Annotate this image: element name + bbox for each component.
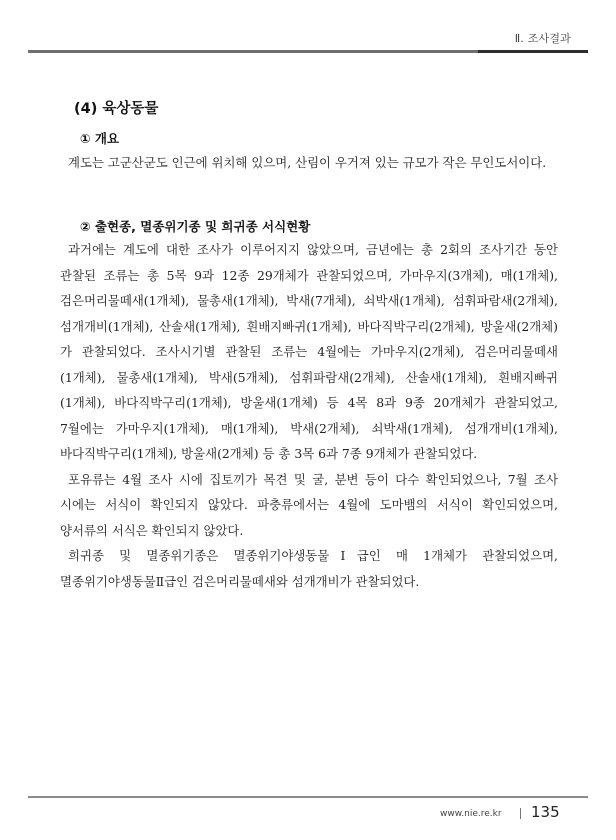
header-rule bbox=[28, 50, 588, 53]
paragraph: 희귀종 및 멸종위기종은 멸종위기야생동물Ⅰ급인 매 1개체가 관찰되었으며, 멸종위기야생동물Ⅱ급인 검은머리물떼새와 섬개개비가 관찰되었다. bbox=[60, 548, 558, 589]
paragraph: 계도는 고군산군도 인근에 위치해 있으며, 산림이 우거져 있는 규모가 작은 무인도서이다. bbox=[68, 155, 547, 170]
species-body bbox=[60, 237, 558, 594]
footer-separator bbox=[520, 808, 521, 819]
overview-body bbox=[60, 150, 558, 176]
subsection-title-species: ② 출현종, 멸종위기종 및 희귀종 서식현황 bbox=[80, 219, 311, 234]
subsection-title-overview: ① 개요 bbox=[80, 131, 120, 146]
footer-url: www.nie.re.kr bbox=[440, 809, 502, 819]
footer-rule bbox=[28, 796, 588, 798]
paragraph: 과거에는 계도에 대한 조사가 이루어지지 않았으며, 금년에는 총 2회의 조사기간 동안 관찰된 조류는 총 5목 9과 12종 29개체가 관찰되었으며, 가마우지(3개체), 매(1개체), 검은머리물떼새(1개체), 물총새(1개체), 박새(7개체), 쇠박새(1개체), 섬휘파람새(2개체), 섬개개비(1개체), 산솔새(1개체), 흰배지빠귀(1개체), 바다직박구리(2개체), 방울새(2개체) 가 관찰되었다. 조사시기별 관찰된 조류는 4월에는 가마우지(2개체), 검은머리물떼새(1개체), 물총새(1개체), 박새(5개체), 섬휘파람새(2개체), 산솔새(1개체), 흰배지빠귀(1개체), 바다직박구리(1개체), 방울새(1개체) 등 4목 8과 9종 20개체가 관찰되었고, 7월에는 가마우지(1개체), 매(1개체), 박새(2개체), 쇠박새(1개체), 섬개개비(1개체), 바다직박구리(1개체), 방울새(2개체) 등 총 3목 6과 7종 9개체가 관찰되었다. bbox=[60, 242, 558, 461]
header-section-label: Ⅱ. 조사결과 bbox=[514, 32, 571, 45]
page-number: 135 bbox=[531, 803, 560, 821]
paragraph: 포유류는 4월 조사 시에 집토끼가 목견 및 굴, 분변 등이 다수 확인되었으나, 7월 조사 시에는 서식이 확인되지 않았다. 파충류에서는 4월에 도마뱀의 서식이 확인되었으며, 양서류의 서식은 확인되지 않았다. bbox=[60, 471, 558, 538]
section-title: (4) 육상동물 bbox=[74, 101, 159, 117]
